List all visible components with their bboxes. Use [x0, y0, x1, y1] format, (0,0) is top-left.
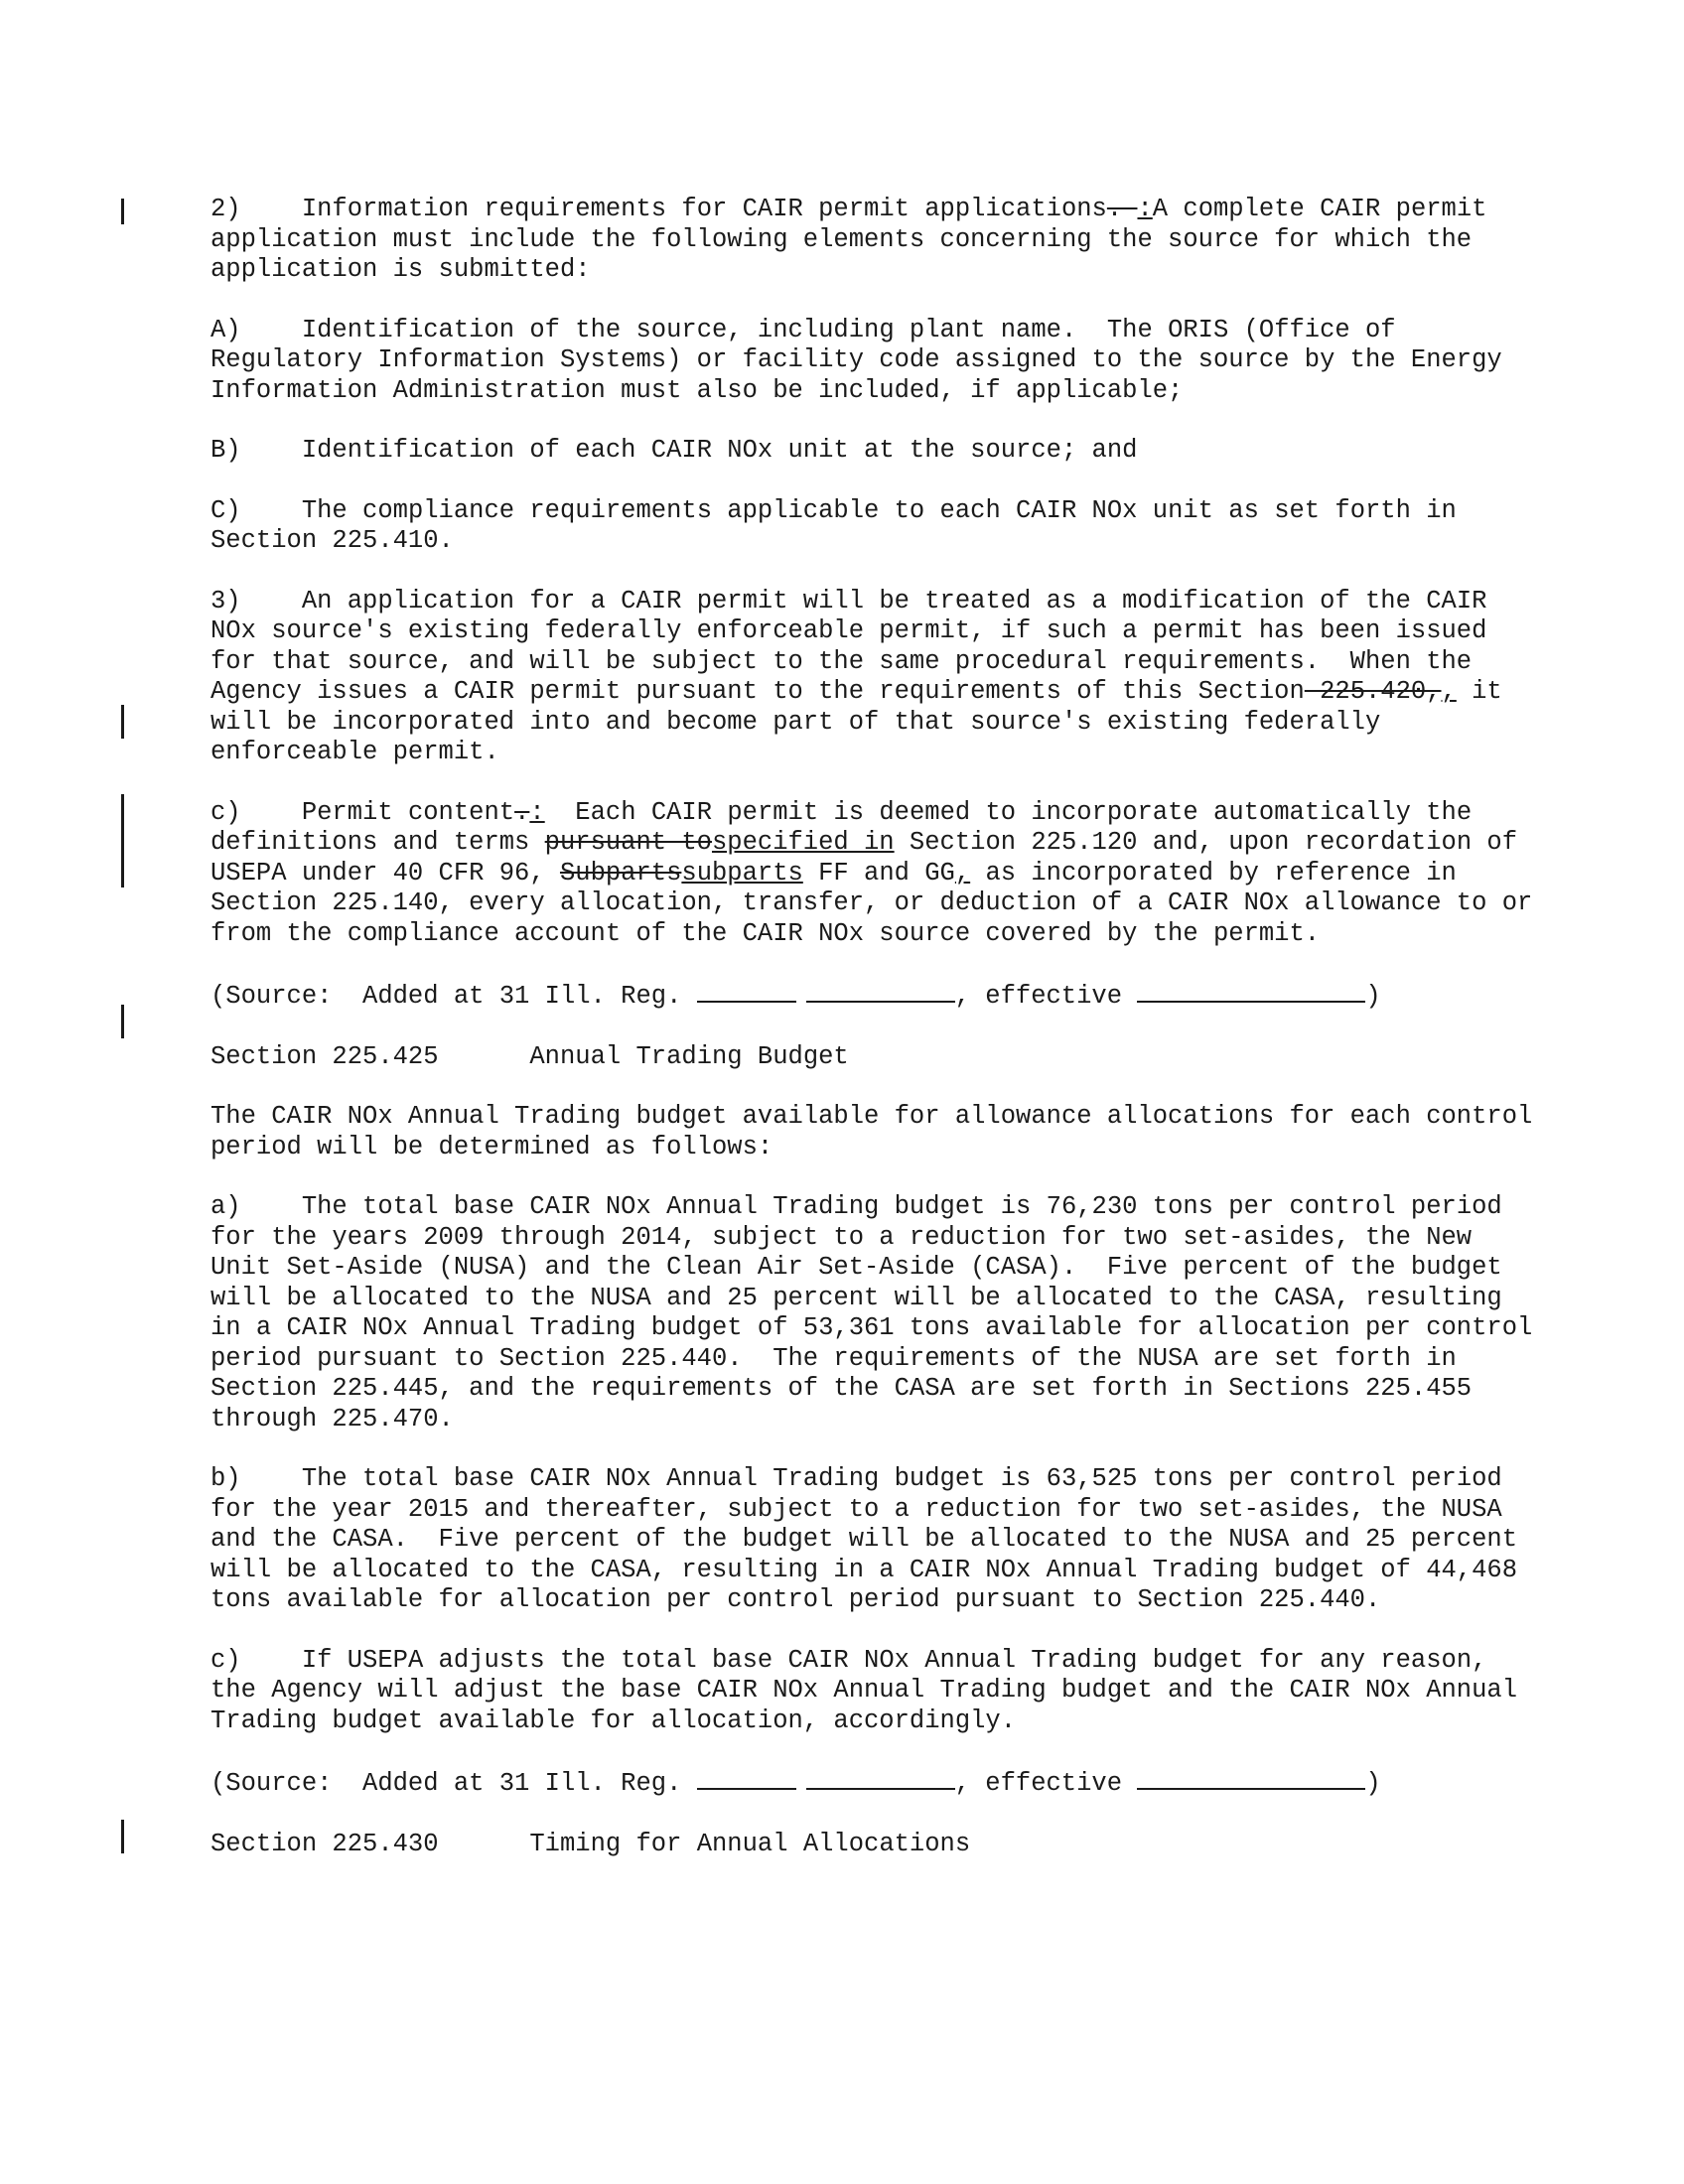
deleted-text: 225.420,	[1304, 677, 1442, 706]
inserted-text: subparts	[681, 858, 803, 887]
paragraph-text: If USEPA adjusts the total base CAIR NOx Annual Trading budget for any reason, the Agency will adjust the base CAIR NOx Annual Trading budget and the CAIR NOx Annual Trading budget available for allocation, accordingly.	[210, 1645, 1533, 1735]
deleted-text: .	[514, 797, 530, 827]
paragraph-text: Section 225.120 and, upon recordation of USEPA under 40 CFR 96,	[210, 828, 1533, 887]
register-blank	[697, 1766, 796, 1790]
effective-date-blank	[1137, 979, 1365, 1003]
document-page	[210, 195, 1548, 1889]
register-blank	[806, 979, 955, 1003]
section-title: Timing for Annual Allocations	[529, 1829, 971, 1858]
register-blank	[806, 1766, 955, 1790]
paragraph-label: 2)	[210, 195, 241, 223]
paragraph-label: B)	[210, 436, 241, 465]
paragraph-C	[210, 496, 1541, 557]
paragraph-text: FF and GG	[802, 858, 955, 887]
source-middle: , effective	[954, 1769, 1138, 1798]
paragraph-text: A complete CAIR permit application must include the following elements concerning the source for which the application is submitted:	[210, 195, 1502, 284]
paragraph-text: The total base CAIR NOx Annual Trading budget is 76,230 tons per control period for the years 2009 through 2014, subject to a reduction for two set-asides, the New Unit Set-Aside (NUSA) and the Clean Air Set-Aside (CASA). Five percent of the budget will be allocated to the NUSA and 25 percent will be allocated to the CASA, resulting in a CAIR NOx Annual Trading budget of 53,361 tons available for allocation per control period pursuant to Section 225.440. The requirements of the NUSA are set forth in Section 225.445, and the requirements of the CASA are set forth in Sections 225.455 through 225.470.	[210, 1192, 1548, 1433]
paragraph-3	[210, 587, 1541, 768]
paragraph-c-permit-content	[210, 797, 1548, 950]
change-bar	[121, 1005, 124, 1038]
paragraph-text: it will be incorporated into and become part of that source's existing federally enforceable permit.	[210, 677, 1518, 766]
paragraph-label: c)	[210, 1645, 241, 1675]
paragraph-text: Identification of the source, including plant name. The ORIS (Office of Regulatory Information Systems) or facility code assigned to the source by the Energy Information Administration must also be included, if applicable;	[210, 315, 1518, 405]
section-intro	[210, 1102, 1548, 1162]
source-note	[210, 1766, 1541, 1800]
paragraph-a	[210, 1192, 1548, 1434]
section-number: Section 225.430	[210, 1829, 439, 1858]
inserted-text: :	[529, 797, 545, 827]
paragraph-label: A)	[210, 315, 241, 344]
paragraph-label: a)	[210, 1192, 241, 1221]
section-number: Section 225.425	[210, 1041, 439, 1071]
paragraph-label: c)	[210, 797, 241, 827]
paragraph-c	[210, 1646, 1541, 1737]
source-suffix: )	[1365, 982, 1381, 1011]
source-suffix: )	[1365, 1769, 1381, 1798]
paragraph-text: as incorporated by reference in Section 225.140, every allocation, transfer, or deduction of a CAIR NOx allowance to or from the compliance account of the CAIR NOx source covered by the permit.	[210, 858, 1548, 948]
change-bar	[121, 705, 124, 739]
paragraph-text: An application for a CAIR permit will be treated as a modification of the CAIR NOx source's existing federally enforceable permit, if such a permit has been issued for that source, and will be subject to the same procedural requirements. When the Agency issues a CAIR permit pursuant to the requirements of this Section	[210, 586, 1502, 706]
section-title: Annual Trading Budget	[529, 1041, 849, 1071]
paragraph-text: The CAIR NOx Annual Trading budget available for allowance allocations for each control period will be determined as follows:	[210, 1102, 1548, 1161]
paragraph-text: The total base CAIR NOx Annual Trading budget is 63,525 tons per control period for the year 2015 and thereafter, subject to a reduction for two set-asides, the NUSA and the CASA. Five percent of the budget will be allocated to the NUSA and 25 percent will be allocated to the CASA, resulting in a CAIR NOx Annual Trading budget of 44,468 tons available for allocation per control period pursuant to Section 225.440.	[210, 1464, 1533, 1614]
section-heading	[210, 1830, 1541, 1860]
inserted-text: ,	[1441, 677, 1457, 706]
paragraph-text: Information requirements for CAIR permit applications	[301, 195, 1107, 223]
source-prefix: (Source: Added at 31 Ill. Reg.	[210, 982, 697, 1011]
paragraph-2	[210, 195, 1541, 286]
paragraph-A	[210, 316, 1541, 407]
change-bar	[121, 794, 124, 887]
effective-date-blank	[1137, 1766, 1365, 1790]
paragraph-text: Each CAIR permit is deemed to incorporate automatically the definitions and terms	[210, 797, 1487, 857]
change-bar	[121, 1820, 124, 1853]
change-bar	[121, 199, 124, 224]
paragraph-b	[210, 1464, 1541, 1616]
paragraph-B	[210, 436, 1541, 467]
paragraph-label: 3)	[210, 586, 241, 615]
paragraph-label: b)	[210, 1464, 241, 1493]
source-prefix: (Source: Added at 31 Ill. Reg.	[210, 1769, 697, 1798]
register-blank	[697, 979, 796, 1003]
deleted-text: Subparts	[559, 858, 682, 887]
paragraph-text: Permit content	[301, 797, 515, 827]
inserted-text: :	[1137, 195, 1153, 223]
source-middle: , effective	[954, 982, 1138, 1011]
deleted-text: pursuant to	[544, 828, 712, 857]
inserted-text: specified in	[711, 828, 895, 857]
section-heading	[210, 1042, 1541, 1073]
deleted-text: .	[1106, 195, 1138, 223]
inserted-text: ,	[954, 858, 971, 887]
paragraph-label: C)	[210, 495, 241, 525]
paragraph-text: The compliance requirements applicable to each CAIR NOx unit as set forth in Section 225.410.	[210, 495, 1473, 555]
source-note	[210, 979, 1541, 1013]
paragraph-text: Identification of each CAIR NOx unit at the source; and	[301, 436, 1138, 465]
